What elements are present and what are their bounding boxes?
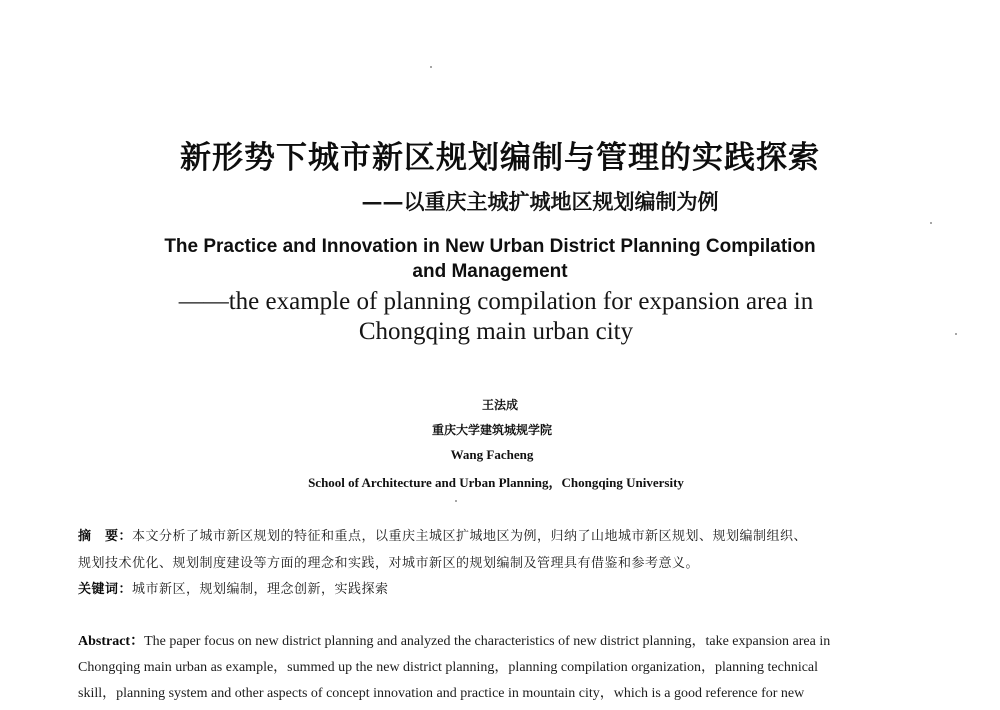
abstract-chinese-text: 本文分析了城市新区规划的特征和重点，以重庆主城区扩城地区为例，归纳了山地城市新区规划、规划编制组织、 — [132, 529, 808, 544]
abstract-chinese-line-2: 规划技术优化、规划制度建设等方面的理念和实践，对城市新区的规划编制及管理具有借鉴和参考意义。 — [78, 556, 700, 571]
title-english-line-1: The Practice and Innovation in New Urban District Planning Compilation — [164, 236, 816, 257]
abstract-english-line-3: skill，planning system and other aspects of concept innovation and practice in mountain city，which is a good reference for new — [78, 686, 805, 701]
title-chinese: 新形势下城市新区规划编制与管理的实践探索 — [180, 140, 820, 176]
scan-speck — [430, 66, 432, 68]
author-affiliation-english: School of Architecture and Urban Planning，Chongqing University — [308, 475, 684, 490]
abstract-english-line-1 — [78, 630, 910, 650]
scan-speck — [930, 222, 932, 224]
keywords-chinese-text: 城市新区，规划编制，理念创新，实践探索 — [132, 582, 389, 597]
subtitle-english-line-2: Chongqing main urban city — [358, 318, 634, 345]
author-affiliation-chinese: 重庆大学建筑城规学院 — [431, 423, 552, 437]
abstract-english-text: The paper focus on new district planning and analyzed the characteristics of new district planning，take expansion area in — [144, 634, 831, 649]
abstract-english-label: Abstract： — [78, 634, 145, 649]
subtitle-english-line-1: ——the example of planning compilation for expansion area in — [178, 288, 814, 315]
abstract-english-line-2: Chongqing main urban as example，summed up the new district planning，planning compilation organization，planning technical — [78, 660, 819, 675]
author-name-english: Wang Facheng — [450, 447, 534, 462]
scan-speck — [455, 500, 457, 502]
keywords-chinese — [78, 578, 910, 597]
keywords-chinese-label: 关键词： — [78, 582, 133, 597]
title-english-line-2: and Management — [412, 261, 568, 282]
abstract-chinese-line-1 — [78, 525, 910, 544]
author-name-chinese: 王法成 — [481, 398, 518, 412]
subtitle-chinese: ——以重庆主城扩城地区规划编制为例 — [361, 189, 719, 214]
abstract-chinese-label: 摘 要： — [78, 529, 133, 544]
